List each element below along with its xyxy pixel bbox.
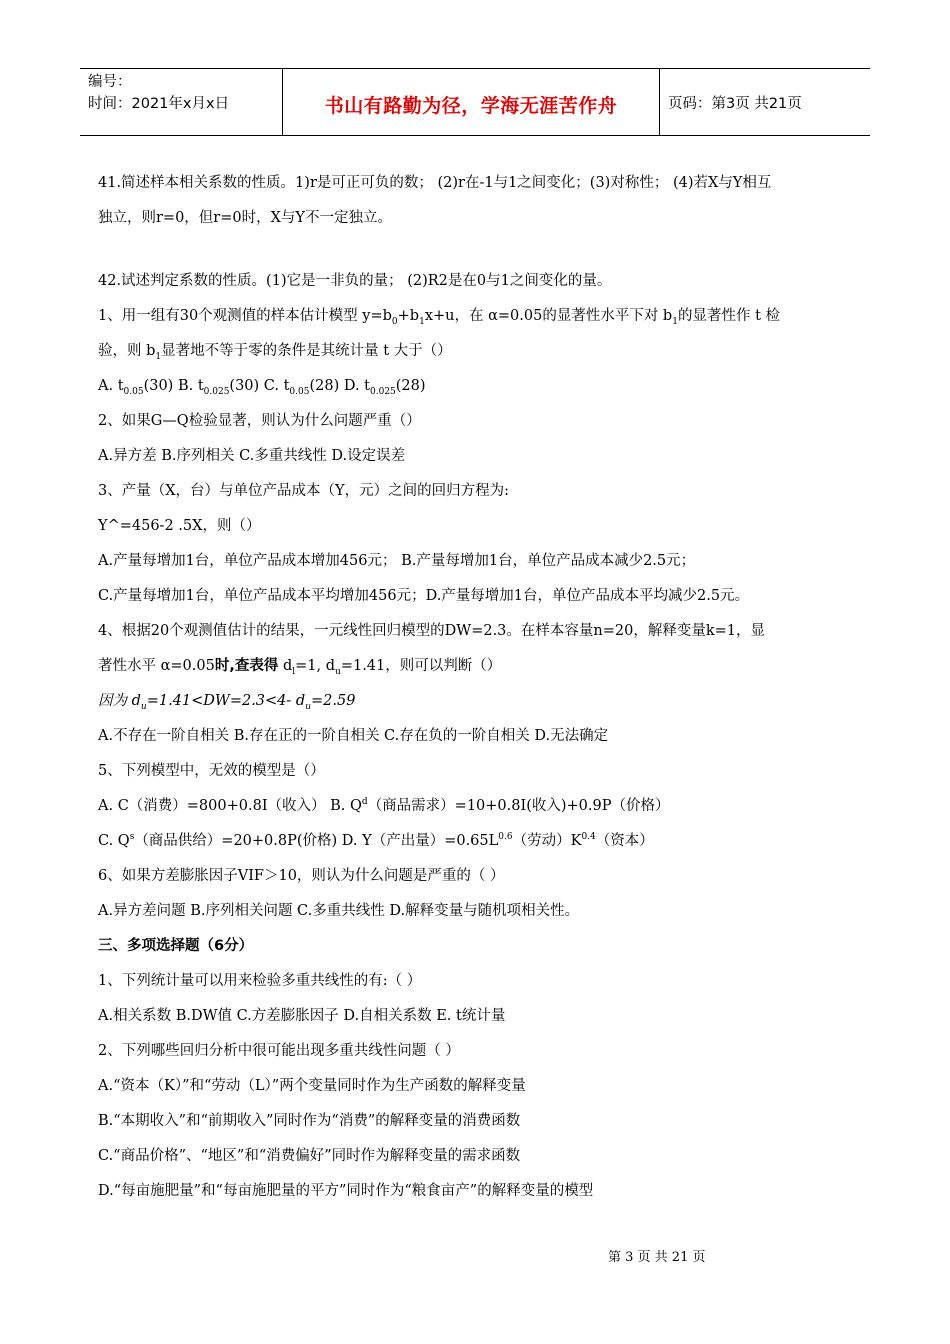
header-right xyxy=(660,69,870,135)
m2-option-a: A.“资本（K）”和“劳动（L）”两个变量同时作为生产函数的解释变量 xyxy=(98,1078,526,1094)
m2-option-b: B.“本期收入”和“前期收入”同时作为“消费”的解释变量的消费函数 xyxy=(98,1113,521,1129)
s5-options-cd: C. $Q^s$（商品供给）=20+0.8P(价格) D. Y（产出量）$=0.65L^{0.6}$（劳动）$K^{0.4}$（资本） xyxy=(98,832,654,849)
s3-question: 3、产量（X，台）与单位产品成本（Y，元）之间的回归方程为: xyxy=(98,483,510,499)
m2-option-c: C.“商品价格”、“地区”和“消费偏好”同时作为解释变量的需求函数 xyxy=(98,1148,521,1164)
q41-line2: 独立，则r=0，但r=0时，X与Y不一定独立。 xyxy=(98,210,393,226)
s3-options-cd: C.产量每增加1台，单位产品成本平均增加456元；D.产量每增加1台，单位产品成本平均减少2.5元。 xyxy=(98,588,750,604)
s4-note: 因为 $d_u=1.41<DW=2.3<4-$ $d_u=2.59$ xyxy=(98,693,356,712)
q41-line1: 41.简述样本相关系数的性质。1)r是可正可负的数； (2)r在-1与1之间变化；(3)对称性； (4)若X与Y相互 xyxy=(98,175,772,191)
page-header xyxy=(80,68,870,136)
s1-question-line2: 验，则 $b_1$显著地不等于零的条件是其统计量 t 大于（） xyxy=(98,343,452,362)
s4-question-line2: 著性水平 α=0.05时,查表得 $d_l=1$, $d_u=1.41$，则可以判断（） xyxy=(98,658,502,677)
document-body xyxy=(98,166,858,1209)
page-number-label: 页码：第3页 共21页 xyxy=(668,95,802,112)
s5-question: 5、下列模型中，无效的模型是（） xyxy=(98,763,325,779)
header-motto: 书山有路勤为径，学海无涯苦作舟 xyxy=(324,94,618,117)
s4-question-line1: 4、根据20个观测值估计的结果，一元线性回归模型的DW=2.3。在样本容量n=20，解释变量k=1，显 xyxy=(98,623,766,639)
page-footer: 第 3 页 共 21 页 xyxy=(608,1250,706,1265)
s6-question: 6、如果方差膨胀因子VIF＞10，则认为什么问题是严重的（ ） xyxy=(98,868,505,884)
s2-options: A.异方差 B.序列相关 C.多重共线性 D.设定误差 xyxy=(98,448,406,464)
q42: 42.试述判定系数的性质。(1)它是一非负的量； (2)R2是在0与1之间变化的量。 xyxy=(98,273,612,289)
doc-time-label: 时间：2021年x月x日 xyxy=(88,96,230,112)
header-motto-cell xyxy=(282,69,660,135)
m1-question: 1、下列统计量可以用来检验多重共线性的有:（ ） xyxy=(98,973,422,989)
m1-options: A.相关系数 B.DW值 C.方差膨胀因子 D.自相关系数 E. t统计量 xyxy=(98,1008,506,1024)
s4-options: A.不存在一阶自相关 B.存在正的一阶自相关 C.存在负的一阶自相关 D.无法确定 xyxy=(98,728,609,744)
header-left xyxy=(80,69,282,135)
s6-options: A.异方差问题 B.序列相关问题 C.多重共线性 D.解释变量与随机项相关性。 xyxy=(98,903,580,919)
s3-options-ab: A.产量每增加1台，单位产品成本增加456元； B.产量每增加1台，单位产品成本减少2.5元； xyxy=(98,553,696,569)
s2-question: 2、如果G—Q检验显著，则认为什么问题严重（） xyxy=(98,413,421,429)
s1-options: A. $t_{0.05}(30)$ B. $t_{0.025}(30)$ C. $t_{0.05}(28)$ D. $t_{0.025}(28)$ xyxy=(98,378,426,397)
m2-question: 2、下列哪些回归分析中很可能出现多重共线性问题（ ） xyxy=(98,1043,460,1059)
section3-heading: 三、多项选择题（6分） xyxy=(98,938,254,954)
doc-number-label: 编号： xyxy=(88,74,132,90)
s3-equation: Y^=456-2 .5X，则（） xyxy=(98,518,261,534)
s5-options-ab: A. C（消费）=800+0.8I（收入） B. $Q^d$（商品需求）=10+0.8I(收入)+0.9P（价格） xyxy=(98,797,670,814)
m2-option-d: D.“每亩施肥量”和“每亩施肥量的平方”同时作为“粮食亩产”的解释变量的模型 xyxy=(98,1183,594,1199)
s1-question-line1: 1、用一组有30个观测值的样本估计模型 $y=b_0+b_1x+u$，在 α=0.05的显著性水平下对 $b_1$的显著性作 t 检 xyxy=(98,308,781,327)
